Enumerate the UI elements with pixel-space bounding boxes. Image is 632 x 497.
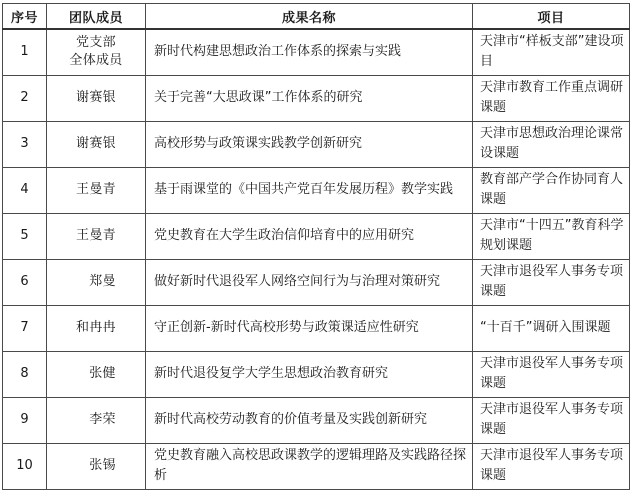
table-row xyxy=(3,397,630,443)
table-row xyxy=(3,443,630,489)
row-project: 天津市退役军人事务专项课题 xyxy=(473,351,630,397)
row-project: 天津市“样板支部”建设项目 xyxy=(473,29,630,75)
header-project: 项目 xyxy=(473,4,630,30)
row-title: 守正创新-新时代高校形势与政策课适应性研究 xyxy=(146,305,473,351)
table-row xyxy=(3,305,630,351)
row-member: 张锡 xyxy=(47,443,146,489)
table-row xyxy=(3,121,630,167)
row-seq: 3 xyxy=(3,121,47,167)
document-page xyxy=(2,3,629,490)
row-project: 天津市教育工作重点调研课题 xyxy=(473,75,630,121)
row-title: 新时代退役复学大学生思想政治教育研究 xyxy=(146,351,473,397)
row-project: “十百千”调研入围课题 xyxy=(473,305,630,351)
table-row xyxy=(3,75,630,121)
row-member: 和冉冉 xyxy=(47,305,146,351)
row-seq: 9 xyxy=(3,397,47,443)
row-member: 王曼青 xyxy=(47,213,146,259)
row-project: 天津市退役军人事务专项课题 xyxy=(473,259,630,305)
row-title: 党史教育融入高校思政课教学的逻辑理路及实践路径探析 xyxy=(146,443,473,489)
row-title: 新时代构建思想政治工作体系的探索与实践 xyxy=(146,29,473,75)
row-project: 天津市退役军人事务专项课题 xyxy=(473,443,630,489)
row-project: 天津市退役军人事务专项课题 xyxy=(473,397,630,443)
row-title: 做好新时代退役军人网络空间行为与治理对策研究 xyxy=(146,259,473,305)
table-row xyxy=(3,351,630,397)
row-title: 关于完善“大思政课”工作体系的研究 xyxy=(146,75,473,121)
row-member: 张健 xyxy=(47,351,146,397)
row-title: 基于雨课堂的《中国共产党百年发展历程》教学实践 xyxy=(146,167,473,213)
row-seq: 7 xyxy=(3,305,47,351)
row-title: 高校形势与政策课实践教学创新研究 xyxy=(146,121,473,167)
header-member: 团队成员 xyxy=(47,4,146,30)
table-header xyxy=(3,4,630,30)
row-member: 谢赛银 xyxy=(47,121,146,167)
table-body xyxy=(3,29,630,489)
row-seq: 6 xyxy=(3,259,47,305)
row-seq: 4 xyxy=(3,167,47,213)
row-member: 王曼青 xyxy=(47,167,146,213)
header-title: 成果名称 xyxy=(146,4,473,30)
row-member: 李荣 xyxy=(47,397,146,443)
table-row xyxy=(3,29,630,75)
row-seq: 10 xyxy=(3,443,47,489)
row-project: 教育部产学合作协同育人课题 xyxy=(473,167,630,213)
achievements-table xyxy=(2,3,630,490)
row-seq: 5 xyxy=(3,213,47,259)
row-seq: 8 xyxy=(3,351,47,397)
header-seq: 序号 xyxy=(3,4,47,30)
table-row xyxy=(3,167,630,213)
row-title: 新时代高校劳动教育的价值考量及实践创新研究 xyxy=(146,397,473,443)
row-seq: 1 xyxy=(3,29,47,75)
header-row xyxy=(3,4,630,30)
table-row xyxy=(3,259,630,305)
row-member: 郑曼 xyxy=(47,259,146,305)
row-member: 党支部 全体成员 xyxy=(47,29,146,75)
row-title: 党史教育在大学生政治信仰培育中的应用研究 xyxy=(146,213,473,259)
row-project: 天津市“十四五”教育科学规划课题 xyxy=(473,213,630,259)
row-seq: 2 xyxy=(3,75,47,121)
row-member: 谢赛银 xyxy=(47,75,146,121)
table-row xyxy=(3,213,630,259)
row-project: 天津市思想政治理论课常设课题 xyxy=(473,121,630,167)
